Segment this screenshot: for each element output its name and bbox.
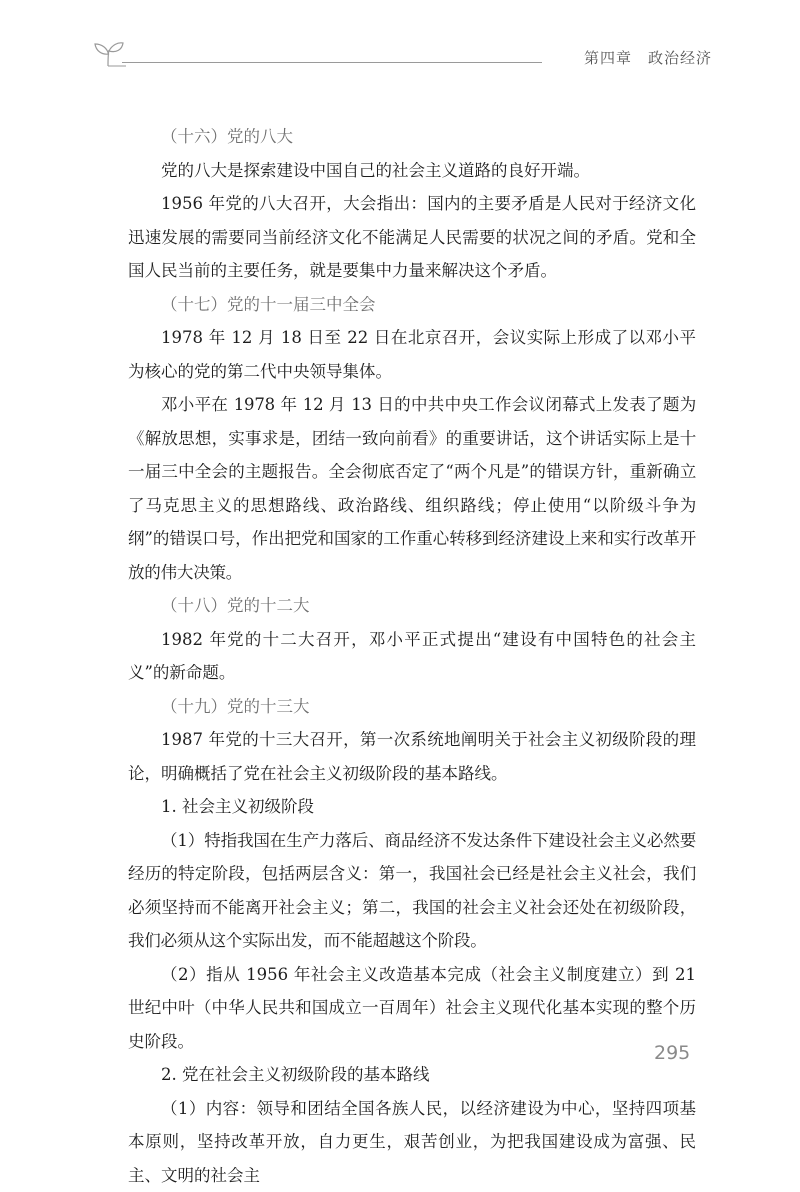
section-heading-19: （十九）党的十三大 bbox=[128, 690, 696, 724]
paragraph: （2）指从 1956 年社会主义改造基本完成（社会主义制度建立）到 21 世纪中叶（中华人民共和国成立一百周年）社会主义现代化基本实现的整个历史阶段。 bbox=[128, 958, 696, 1059]
page-body bbox=[128, 120, 696, 1192]
paragraph: （1）特指我国在生产力落后、商品经济不发达条件下建设社会主义必然要经历的特定阶段，包括两层含义：第一，我国社会已经是社会主义社会，我们必须坚持而不能离开社会主义；第二，我国的社会主义社会还处在初级阶段，我们必须从这个实际出发，而不能超越这个阶段。 bbox=[128, 824, 696, 958]
section-heading-16: （十六）党的八大 bbox=[128, 120, 696, 154]
paragraph: 1982 年党的十二大召开，邓小平正式提出“建设有中国特色的社会主义”的新命题。 bbox=[128, 623, 696, 690]
sprout-icon bbox=[92, 40, 126, 68]
paragraph: （1）内容：领导和团结全国各族人民，以经济建设为中心，坚持四项基本原则，坚持改革开放，自力更生，艰苦创业，为把我国建设成为富强、民主、文明的社会主 bbox=[128, 1092, 696, 1192]
paragraph: 党的八大是探索建设中国自己的社会主义道路的良好开端。 bbox=[128, 154, 696, 188]
paragraph: 1978 年 12 月 18 日至 22 日在北京召开，会议实际上形成了以邓小平为核心的党的第二代中央领导集体。 bbox=[128, 321, 696, 388]
section-heading-17: （十七）党的十一届三中全会 bbox=[128, 288, 696, 322]
paragraph: 1956 年党的八大召开，大会指出：国内的主要矛盾是人民对于经济文化迅速发展的需要同当前经济文化不能满足人民需要的状况之间的矛盾。党和全国人民当前的主要任务，就是要集中力量来解决这个矛盾。 bbox=[128, 187, 696, 288]
section-heading-18: （十八）党的十二大 bbox=[128, 589, 696, 623]
paragraph: 邓小平在 1978 年 12 月 13 日的中共中央工作会议闭幕式上发表了题为《解放思想，实事求是，团结一致向前看》的重要讲话，这个讲话实际上是十一届三中全会的主题报告。全会彻底否定了“两个凡是”的错误方针，重新确立了马克思主义的思想路线、政治路线、组织路线；停止使用“以阶级斗争为纲”的错误口号，作出把党和国家的工作重心转移到经济建设上来和实行改革开放的伟大决策。 bbox=[128, 388, 696, 589]
running-header bbox=[92, 38, 712, 72]
page-number: 295 bbox=[654, 1042, 690, 1064]
chapter-title: 第四章 政治经济 bbox=[584, 47, 712, 68]
subheading: 1. 社会主义初级阶段 bbox=[128, 790, 696, 824]
paragraph: 1987 年党的十三大召开，第一次系统地阐明关于社会主义初级阶段的理论，明确概括了党在社会主义初级阶段的基本路线。 bbox=[128, 723, 696, 790]
header-rule bbox=[122, 62, 542, 63]
subheading: 2. 党在社会主义初级阶段的基本路线 bbox=[128, 1058, 696, 1092]
